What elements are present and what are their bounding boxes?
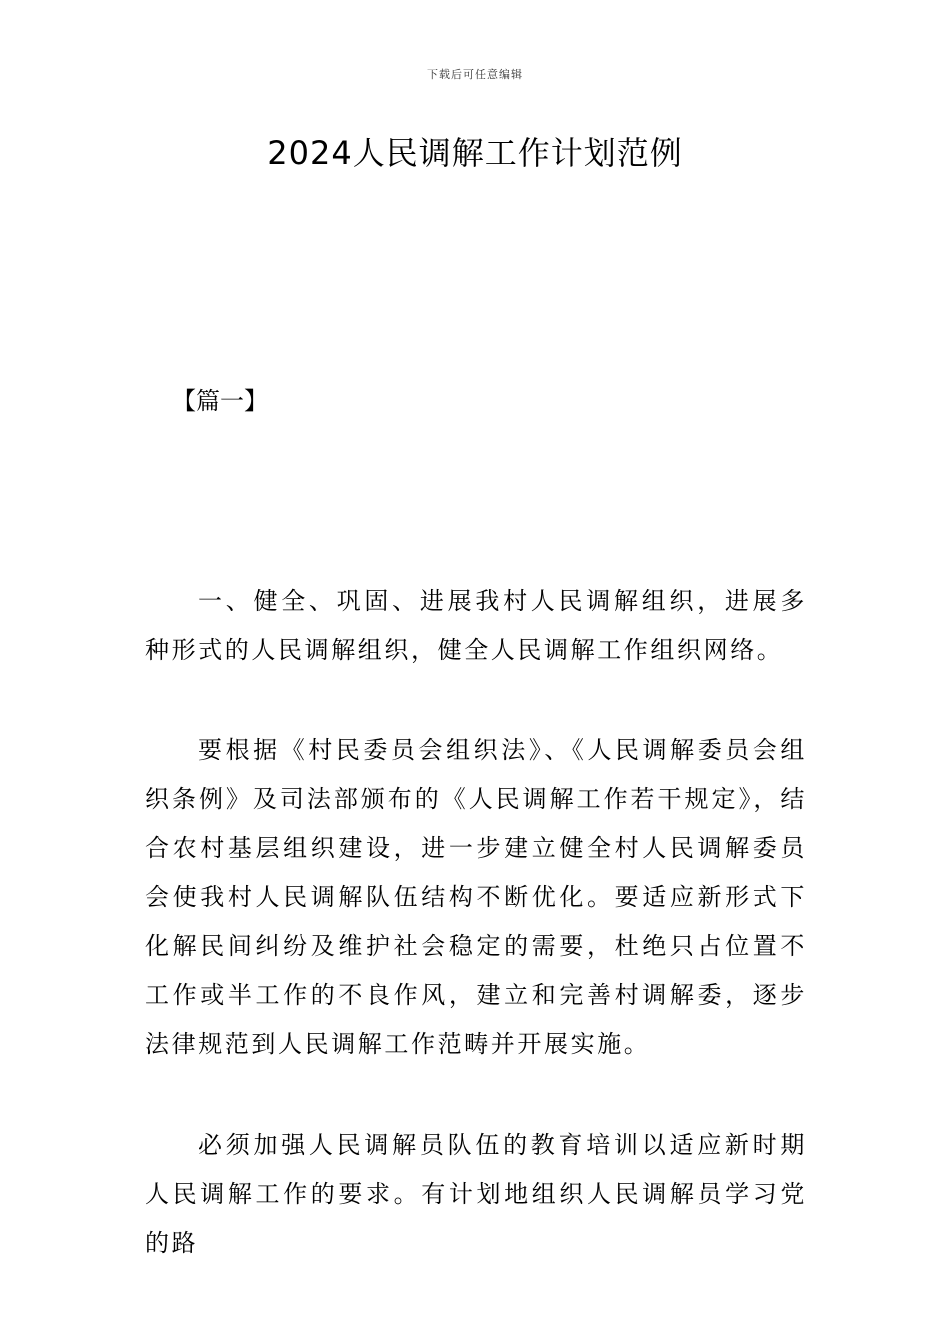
paragraph-1: 一、健全、巩固、进展我村人民调解组织，进展多种形式的人民调解组织，健全人民调解工作组织网络。 [145, 587, 807, 664]
section-label: 【篇一】 [172, 387, 268, 415]
paragraph-2: 要根据《村民委员会组织法》、《人民调解委员会组织条例》及司法部颁布的《人民调解工作若干规定》，结合农村基层组织建设，进一步建立健全村人民调解委员会使我村人民调解队伍结构不断优化。要适应新形式下化解民间纠纷及维护社会稳定的需要，杜绝只占位置不工作或半工作的不良作风，建立和完善村调解委，逐步法律规范到人民调解工作范畴并开展实施。 [145, 736, 807, 1058]
header-note: 下载后可任意编辑 [427, 68, 523, 81]
paragraph-3: 必须加强人民调解员队伍的教育培训以适应新时期人民调解工作的要求。有计划地组织人民调解员学习党的路 [145, 1131, 807, 1257]
document-title: 2024人民调解工作计划范例 [267, 134, 683, 172]
